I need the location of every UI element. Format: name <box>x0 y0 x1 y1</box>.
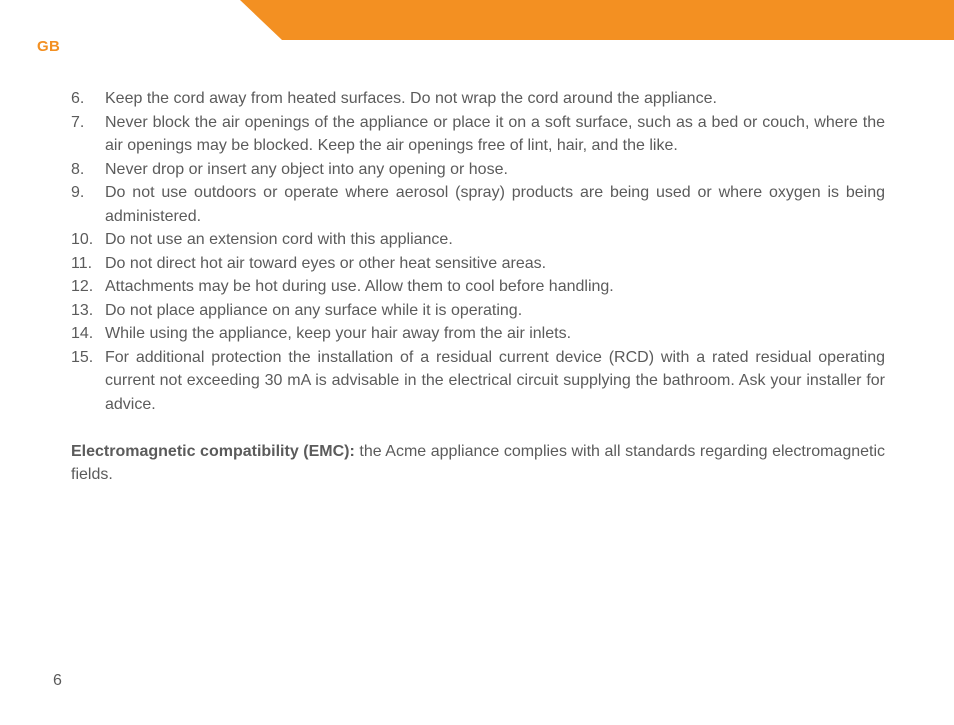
list-item <box>71 275 885 299</box>
list-item <box>71 228 885 252</box>
emc-text: the Acme appliance complies with all standards regarding electromagnetic fields. <box>71 442 886 483</box>
list-item-text: Attachments may be hot during use. Allow them to cool before handling. <box>105 278 614 295</box>
list-item <box>71 322 885 346</box>
list-item-text: While using the appliance, keep your hair away from the air inlets. <box>105 325 572 342</box>
list-item <box>71 87 885 111</box>
list-item-text: For additional protection the installation of a residual current device (RCD) with a rated residual operating current not exceeding 30 mA is advisable in the electrical circuit supplying the bathroom. Ask your installer for advice. <box>105 348 885 413</box>
list-item-text: Do not use outdoors or operate where aerosol (spray) products are being used or where oxygen is being administered. <box>105 184 885 225</box>
list-item <box>71 158 885 182</box>
list-item-number: 12. <box>71 278 94 295</box>
list-item-number: 10. <box>71 231 94 248</box>
list-item-number: 14. <box>71 325 94 342</box>
list-item-number: 13. <box>71 301 94 319</box>
list-item-number: 15. <box>71 348 94 366</box>
list-item-text: Do not direct hot air toward eyes or other heat sensitive areas. <box>105 254 547 272</box>
list-item <box>71 346 885 417</box>
list-item-text: Do not place appliance on any surface while it is operating. <box>105 301 523 319</box>
list-item-number: 11. <box>71 254 93 272</box>
list-item-text: Never block the air openings of the appliance or place it on a soft surface, such as a bed or couch, where the air openings may be blocked. Keep the air openings free of lint, hair, and the like. <box>105 113 885 154</box>
emc-label: Electromagnetic compatibility (EMC): <box>71 442 355 460</box>
list-item-number: 9. <box>71 184 85 201</box>
header-orange-banner <box>0 0 954 40</box>
safety-instructions-list <box>71 87 885 416</box>
list-item <box>71 111 885 158</box>
list-item <box>71 299 885 323</box>
list-item-number: 6. <box>71 90 85 107</box>
emc-statement <box>71 440 885 487</box>
list-item <box>71 181 885 228</box>
list-item-text: Do not use an extension cord with this appliance. <box>105 231 453 248</box>
page-content <box>71 87 885 503</box>
language-label: GB <box>37 38 61 55</box>
list-item-number: 7. <box>71 113 85 131</box>
list-item <box>71 252 885 276</box>
list-item-text: Never drop or insert any object into any opening or hose. <box>105 160 508 178</box>
list-item-number: 8. <box>71 160 85 178</box>
list-item-text: Keep the cord away from heated surfaces. Do not wrap the cord around the appliance. <box>105 90 717 107</box>
page-number: 6 <box>53 672 62 689</box>
